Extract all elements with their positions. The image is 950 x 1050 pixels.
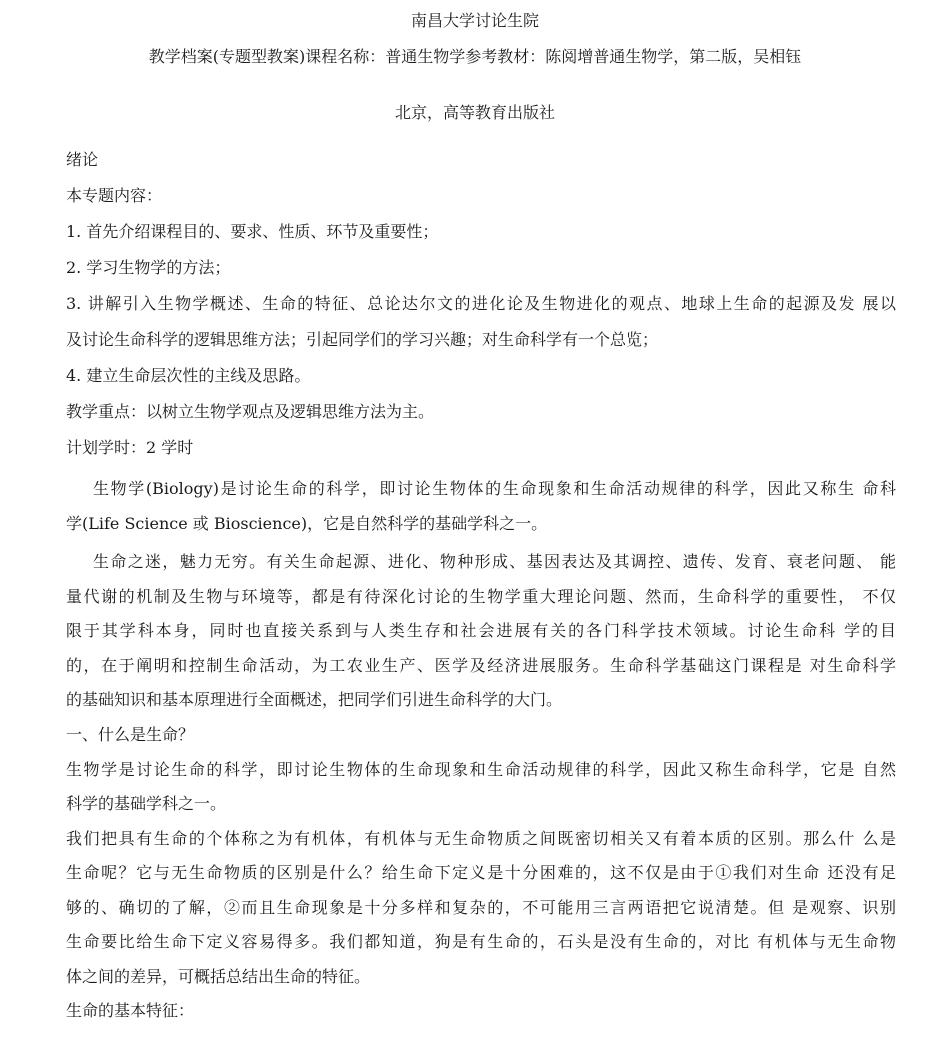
paragraph-line: 生命呢？它与无生命物质的区别是什么？给生命下定义是十分困难的，这不仅是由于①我们对生命 还没有足: [66, 863, 896, 882]
content-item: 1. 首先介绍课程目的、要求、性质、环节及重要性；: [66, 222, 439, 241]
content-item: 2. 学习生物学的方法；: [66, 258, 231, 277]
content-label: 本专题内容：: [66, 186, 163, 205]
content-item: 3. 讲解引入生物学概述、生命的特征、总论达尔文的进化论及生物进化的观点、地球上生命的起源及发 展以: [66, 294, 896, 313]
section-heading: 一、什么是生命？: [66, 725, 195, 744]
paragraph-line: 够的、确切的了解，②而且生命现象是十分多样和复杂的，不可能用三言两语把它说清楚。但 是观察、识别: [66, 897, 896, 917]
paragraph-line: 科学的基础学科之一。: [66, 794, 227, 813]
paragraph-line: 的基础知识和基本原理进行全面概述，把同学们引进生命科学的大门。: [66, 690, 563, 709]
paragraph-line: 的，在于阐明和控制生命活动，为工农业生产、医学及经济进展服务。生命科学基础这门课程是 对生命科学: [66, 655, 896, 675]
intro-section: [66, 142, 896, 466]
paragraph-mystery-of-life: [66, 545, 896, 718]
paragraph-line: 体之间的差异，可概括总结出生命的特征。: [66, 966, 371, 986]
section-what-is-life: [66, 718, 896, 1029]
planned-hours: 计划学时：2 学时: [66, 438, 194, 457]
intro-heading: 绪论: [66, 150, 99, 169]
course-info-line: 教学档案(专题型教案)课程名称：普通生物学参考教材：陈阅增普通生物学，第二版，吴相钰: [148, 47, 802, 66]
paragraph-line: 限于其学科本身，同时也直接关系到与人类生存和社会进展有关的各门科学技术领域。讨论生命科 学的目: [66, 621, 896, 640]
paragraph-line: 我们把具有生命的个体称之为有机体，有机体与无生命物质之间既密切相关又有着本质的区别。那么什 么是: [66, 828, 896, 848]
paragraph-line: 学(Life Science 或 Bioscience)，它是自然科学的基础学科之一。: [66, 513, 548, 533]
paragraph-line: 生物学(Biology)是讨论生命的科学，即讨论生物体的生命现象和生命活动规律的科学，因此又称生 命科: [93, 479, 896, 498]
features-label: 生命的基本特征：: [66, 1001, 195, 1020]
content-item: 4. 建立生命层次性的主线及思路。: [66, 366, 311, 385]
paragraph-line: 生物学是讨论生命的科学，即讨论生物体的生命现象和生命活动规律的科学，因此又称生命科学，它是 自然: [66, 759, 896, 779]
teaching-focus: 教学重点：以树立生物学观点及逻辑思维方法为主。: [66, 402, 435, 421]
publisher-line: 北京，高等教育出版社: [394, 103, 555, 122]
paragraph-line: 量代谢的机制及生物与环境等，都是有待深化讨论的生物学重大理论问题、然而，生命科学的重要性， 不仅: [66, 586, 896, 606]
content-item-continued: 及讨论生命科学的逻辑思维方法；引起同学们的学习兴趣；对生命科学有一个总览；: [66, 330, 659, 349]
paragraph-line: 生命之迷，魅力无穷。有关生命起源、进化、物种形成、基因表达及其调控、遗传、发育、衰老问题、 能: [93, 552, 896, 571]
document-title: 南昌大学讨论生院: [410, 11, 539, 30]
paragraph-line: 生命要比给生命下定义容易得多。我们都知道，狗是有生命的，石头是没有生命的，对比 有机体与无生命物: [66, 932, 896, 951]
paragraph-biology-definition: [66, 472, 896, 541]
